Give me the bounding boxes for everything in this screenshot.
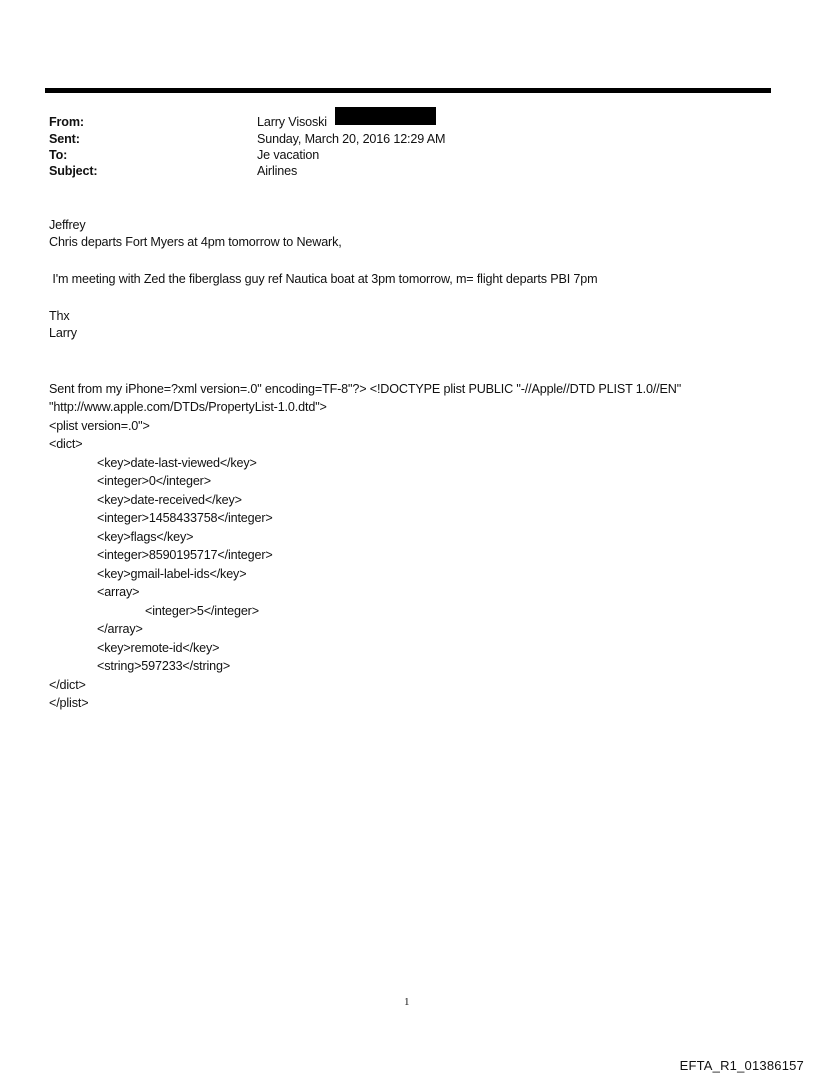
from-label: From: [49,115,84,129]
plist-line: </dict> [49,678,86,692]
plist-line: <integer>8590195717</integer> [97,548,273,562]
plist-line: </plist> [49,696,89,710]
subject-label: Subject: [49,164,98,178]
plist-line: <key>date-received</key> [97,493,242,507]
plist-line: <dict> [49,437,83,451]
plist-line: <key>date-last-viewed</key> [97,456,257,470]
plist-line: <key>remote-id</key> [97,641,220,655]
plist-line: <integer>5</integer> [145,604,259,618]
body-line: I'm meeting with Zed the fiberglass guy ref Nautica boat at 3pm tomorrow, m= flight departs PBI 7pm [49,272,598,286]
bates-id: EFTA_R1_01386157 [679,1058,804,1073]
plist-line: <plist version=.0"> [49,419,150,433]
plist-line: "http://www.apple.com/DTDs/PropertyList-1.0.dtd"> [49,400,327,414]
redaction-box [335,107,436,125]
page-number: 1 [404,996,410,1008]
plist-line: Sent from my iPhone=?xml version=.0" encoding=TF-8"?> <!DOCTYPE plist PUBLIC "-//Apple//DTD PLIST 1.0//EN" [49,382,682,396]
plist-line: <key>flags</key> [97,530,194,544]
subject-value: Airlines [257,164,298,178]
plist-line: </array> [97,622,143,636]
header-rule [45,88,771,93]
plist-line: <array> [97,585,140,599]
to-label: To: [49,148,68,162]
plist-line: <string>597233</string> [97,659,231,673]
to-value: Je vacation [257,148,320,162]
plist-line: <integer>1458433758</integer> [97,511,273,525]
body-thanks: Thx [49,309,70,323]
sent-value: Sunday, March 20, 2016 12:29 AM [257,132,446,146]
sent-label: Sent: [49,132,80,146]
body-line: Chris departs Fort Myers at 4pm tomorrow to Newark, [49,235,342,249]
plist-line: <integer>0</integer> [97,474,211,488]
plist-line: <key>gmail-label-ids</key> [97,567,247,581]
from-value: Larry Visoski [257,115,327,129]
body-signature: Larry [49,326,77,340]
body-greeting: Jeffrey [49,218,86,232]
